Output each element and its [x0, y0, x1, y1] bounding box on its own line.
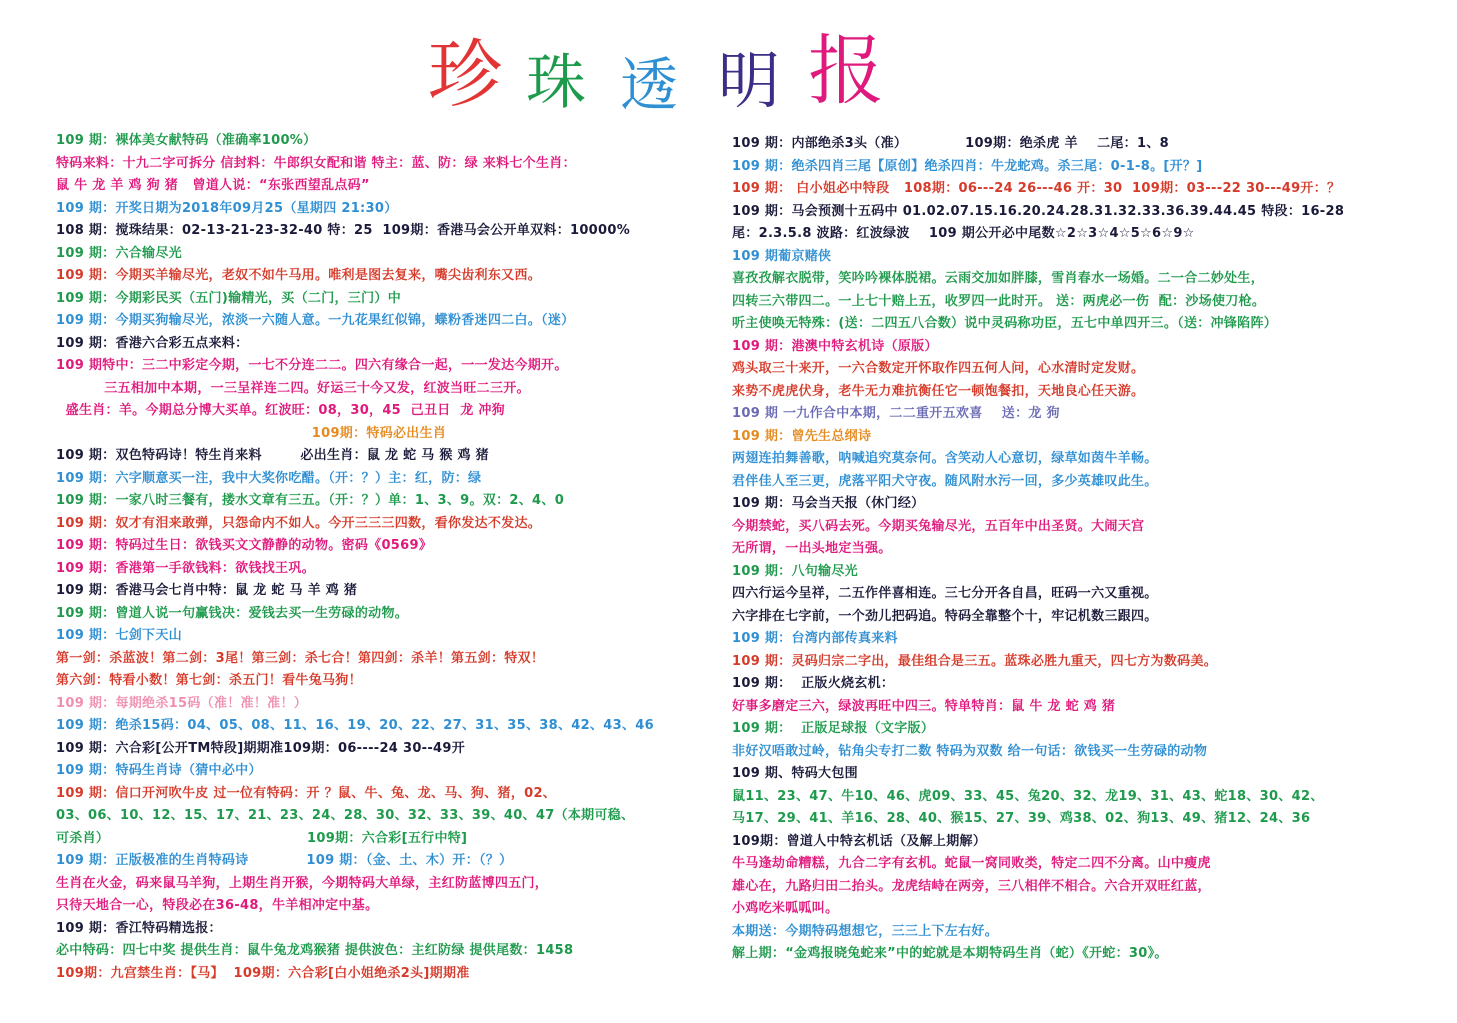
left-line: 109 期：香江特码精选报： — [56, 920, 222, 936]
title-char: 珍 — [428, 32, 502, 118]
right-line: 无所谓，一出头地定当强。 — [732, 541, 892, 556]
right-line: 非好汉唔敢过岭，钻角尖专打二数 特码为双数 给一句话：欲钱买一生劳碌的动物 — [732, 743, 1208, 759]
title-char: 明 — [718, 44, 781, 117]
left-line: 109 期：双色特码诗！特生肖来料 必出生肖：鼠 龙 蛇 马 猴 鸡 猪 — [56, 448, 489, 463]
right-line: 马17、29、41、羊16、28、40、猴15、27、39、鸡38、02、狗13、49、猪12、24、36 — [732, 811, 1311, 826]
left-line: 盛生肖：羊。今期总分博大买单。红波旺：08，30，45 己丑日 龙 冲狗 — [56, 403, 505, 418]
left-line: 109 期：裸体美女献特码（准确率100%） — [56, 133, 317, 148]
title-char: 透 — [620, 51, 679, 119]
left-line: 109 期：香港六合彩五点来料： — [56, 335, 249, 351]
left-line: 特码来料：十九二字可拆分 信封料：牛郎织女配和谐 特主：蓝、防：绿 来料七个生肖： — [56, 155, 576, 171]
left-line: 109 期：今期彩民买（五门)输精光，买（二门，三门）中 — [56, 290, 402, 306]
left-line: 109 期：六合彩[公开TM特段]期期准109期：06----24 30--49开 — [56, 740, 466, 756]
right-line: 两翅连拍舞善歌，呐喊追究莫奈何。含笑动人心意切，绿草如茵牛羊畅。 — [732, 451, 1158, 466]
left-line: 109 期：一家八时三餐有，搂水文章有三五。（开：？）单：1、3、9。双：2、4、0 — [56, 493, 565, 508]
right-line: 109期：曾道人中特玄机话（及解上期解） — [732, 833, 987, 849]
right-line: 109 期： 白小姐必中特段 108期：06---24 26---46 开：30 109期：03---22 30---49开：？ — [732, 181, 1341, 196]
right-line: 109 期：灵码归宗二字出，最佳组合是三五。蓝珠必胜九重天，四七方为数码美。 — [732, 653, 1218, 669]
right-line: 尾：2.3.5.8 波路：红波绿波 109 期公开必中尾数☆2☆3☆4☆5☆6☆9☆ — [732, 226, 1195, 241]
left-line: 109 期：香港第一手欲钱料：欲钱找王巩。 — [56, 560, 315, 576]
right-line: 君伴佳人至三更，虎落平阳犬守夜。随风附水污一回，多少英雄叹此生。 — [732, 473, 1158, 489]
left-line: 只待天地合一心，特段必在36-48，牛羊相冲定中基。 — [56, 898, 379, 913]
left-line: 109 期：特码生肖诗（猜中必中） — [56, 763, 262, 778]
left-line: 109 期：今期买羊输尽光，老奴不如牛马用。唯利是图去复来，嘴尖齿利东又西。 — [56, 268, 542, 283]
right-line: 109 期： 正版火烧玄机： — [732, 676, 895, 691]
left-line: 109期：九宫禁生肖：【马】 109期：六合彩[白小姐绝杀2头]期期准 — [56, 965, 470, 981]
right-line: 109 期：马会当天报（休门经） — [732, 496, 925, 511]
right-line: 解上期：“金鸡报晓兔蛇来”中的蛇就是本期特码生肖（蛇）《开蛇：30》。 — [732, 946, 1168, 961]
left-line: 109 期：曾道人说一句赢钱决：爱钱去买一生劳碌的动物。 — [56, 605, 409, 621]
left-line: 109 期：开奖日期为2018年09月25（星期四 21:30） — [56, 200, 398, 216]
left-line: 109 期：六字顺意买一注，我中大奖你吃醋。（开：？）主：红，防：绿 — [56, 470, 482, 486]
right-line: 牛马逢劫命糟糕，九合二字有玄机。蛇鼠一窝同败类，特定二四不分离。山中瘦虎 — [732, 856, 1211, 871]
right-line: 好事多磨定三六，绿波再旺中四三。特单特肖：鼠 牛 龙 蛇 鸡 猪 — [732, 698, 1116, 714]
right-line: 109 期葡京赌侠 — [732, 248, 832, 264]
left-line: 生肖在火金，码来鼠马羊狗，上期生肖开猴，今期特码大单绿，主红防蓝博四五门， — [56, 875, 549, 891]
left-line: 109 期：六合输尽光 — [56, 245, 182, 261]
right-line: 109 期：马会预测十五码中 01.02.07.15.16.20.24.28.31.32.33.36.39.44.45 特段：16-28 — [732, 203, 1345, 219]
left-line: 109 期：正版极准的生肖特码诗 109 期：（金、土、木）开：（？） — [56, 853, 513, 868]
left-line: 三五相加中本期，一三呈祥连二四。好运三十今又发，红波当旺二三开。 — [56, 380, 530, 396]
right-line: 四六行运今呈祥，二五作伴喜相连。三七分开各自昌，旺码一六又重视。 — [732, 586, 1158, 601]
left-line: 108 期：搅珠结果：02-13-21-23-32-40 特：25 109期：香港马会公开单双料：10000% — [56, 223, 631, 238]
left-line: 第一剑：杀蓝波！第二剑：3尾！第三剑：杀七合！第四剑：杀羊！第五剑：特双！ — [56, 650, 545, 666]
right-line: 今期禁蛇，买八码去死。今期买兔输尽光，五百年中出圣贤。大闹天宫 — [732, 518, 1145, 534]
left-line: 第六剑：特看小数！第七剑：杀五门！看牛兔马狗！ — [56, 673, 362, 688]
right-line: 109 期、特码大包围 — [732, 766, 858, 781]
right-line: 109 期：曾先生总纲诗 — [732, 428, 872, 444]
left-line: 109 期：特码过生日：欲钱买文文静静的动物。密码《0569》 — [56, 538, 433, 553]
right-line: 109 期：港澳中特玄机诗（原版） — [732, 338, 938, 354]
left-line: 109 期：奴才有泪来敢弹，只怨命内不如人。今开三三三四数，看你发达不发达。 — [56, 515, 542, 531]
right-line: 109 期：八句输尽光 — [732, 563, 858, 579]
right-line: 听主使唤无特殊：(送：二四五八合数）说中灵码称功臣，五七中单四开三。（送：冲锋陷阵） — [732, 316, 1278, 331]
right-line: 109 期：台湾内部传真来料 — [732, 631, 898, 646]
right-line: 四转三六带四二。一上七十赔上五，收罗四一此时开。 送：两虎必一伤 配：沙场使刀枪。 — [732, 293, 1266, 309]
right-line: 109 期：内部绝杀3头（准） 109期：绝杀虎 羊 二尾：1、8 — [732, 136, 1169, 151]
left-line: 鼠 牛 龙 羊 鸡 狗 猪 曾道人说：“东张西望乱点码” — [56, 178, 370, 193]
left-line: 109 期特中：三二中彩定今期，一七不分连二二。四六有缘合一起，一一发达今期开。 — [56, 358, 568, 373]
title-char: 珠 — [526, 48, 586, 118]
right-line: 雄心在，九路归田二抬头。龙虎结峙在两旁，三八相伴不相合。六合开双旺红蓝， — [732, 878, 1211, 894]
title-char: 报 — [808, 26, 884, 115]
left-line: 可杀肖） 109期：六合彩[五行中特] — [56, 830, 468, 846]
left-line: 109 期：今期买狗输尽光，浓淡一六随人意。一九花果红似锦，蝶粉香迷四二白。（迷） — [56, 313, 575, 328]
left-line: 109 期：信口开河吹牛皮 过一位有特码：开 ？鼠、牛、兔、龙、马、狗、猪，02、 — [56, 785, 557, 801]
right-line: 喜孜孜解衣脱带，笑吟吟裸体脱裙。云雨交加如胖膝，雪肖春水一场婚。二一合二妙处生， — [732, 271, 1265, 286]
right-line: 来势不虎虎伏身，老牛无力难抗衡任它一顿饱餐扣，天地良心任天游。 — [732, 383, 1145, 399]
left-column — [56, 130, 696, 985]
right-line: 小鸡吃米呱呱叫。 — [732, 901, 839, 916]
right-line: 六字排在七字前，一个劲儿把码追。特码全靠整个十，牢记机数三跟四。 — [732, 608, 1158, 624]
left-line: 109 期：绝杀15码：04、05、08、11、16、19、20、22、27、31、35、38、42、43、46 — [56, 718, 654, 733]
right-line: 鼠11、23、47、牛10、46、虎09、33、45、兔20、32、龙19、31、43、蛇18、30、42、 — [732, 788, 1324, 804]
left-line: 03、06、10、12、15、17、21、23、24、28、30、32、33、39、40、47（本期可稳、 — [56, 808, 635, 823]
right-line: 鸡头取三十来开，一六合数定开怀取作四五何人问，心水清时定发财。 — [732, 361, 1145, 376]
right-line: 109 期： 正版足球报（文字版） — [732, 721, 935, 736]
left-line: 109 期：香港马会七肖中特：鼠 龙 蛇 马 羊 鸡 猪 — [56, 583, 358, 598]
masthead — [0, 26, 1457, 120]
right-line: 本期送：今期特码想想它，三三上下左右好。 — [732, 923, 999, 939]
right-line: 109 期 一九作合中本期，二二重开五欢喜 送：龙 狗 — [732, 406, 1060, 421]
left-line: 109 期：七剑下天山 — [56, 628, 182, 643]
left-line: 109 期：每期绝杀15码（准！准！准！） — [56, 695, 308, 711]
left-line: 109期：特码必出生肖 — [56, 425, 447, 441]
right-line: 109 期：绝杀四肖三尾【原创】绝杀四肖：牛龙蛇鸡。杀三尾：0-1-8。[开？] — [732, 158, 1203, 174]
left-line: 必中特码：四七中奖 提供生肖：鼠牛兔龙鸡猴猪 提供波色：主红防绿 提供尾数：1458 — [56, 943, 574, 958]
right-column — [732, 133, 1412, 966]
